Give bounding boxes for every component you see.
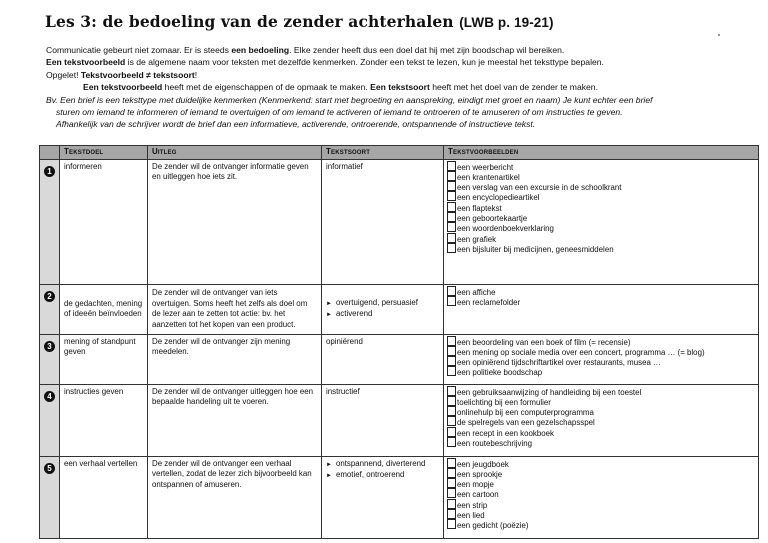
example-label: een cartoon [457, 490, 499, 500]
example-label: een weerbericht [457, 162, 514, 172]
example-label: een mopje [457, 480, 494, 490]
row-number-badge: 2 [44, 291, 55, 302]
uitleg-cell: De zender wil de ontvanger uitleggen hoe een bepaalde handeling uit te voeren. [148, 384, 322, 456]
intro-line-2 [46, 56, 746, 68]
example-item [447, 171, 755, 181]
checkbox[interactable] [447, 202, 456, 212]
example-item [447, 396, 755, 406]
checkbox[interactable] [447, 222, 456, 232]
intro-l4c: Een tekstsoort [370, 82, 430, 93]
example-label: een encyclopedieartikel [457, 193, 540, 203]
example-label: een opiniërend tijdschriftartikel over restaurants, musea … [457, 358, 661, 368]
checkbox[interactable] [447, 296, 456, 306]
tekstvoorbeelden-cell [444, 456, 759, 538]
tekstsoort-item [326, 309, 439, 321]
page-title [45, 12, 554, 31]
tekstsoort-item [326, 459, 439, 471]
example-item [447, 286, 755, 296]
intro-l1c: . Elke zender heeft dus een doel dat hij met zijn boodschap wil bereiken. [289, 45, 565, 55]
table-row [40, 159, 759, 284]
header-tekstsoort: Tekstsoort [322, 146, 444, 160]
example-item [447, 296, 755, 306]
example-label: een reclamefolder [457, 297, 521, 307]
header-blank [40, 146, 60, 160]
checkbox[interactable] [447, 396, 456, 406]
example-label: een gebruiksaanwijzing of handleiding bij een toestel [457, 387, 642, 397]
example-label: een affiche [457, 287, 496, 297]
example-label: een gedicht (poëzie) [457, 521, 529, 531]
example-item [447, 202, 755, 212]
intro-l4d: heeft met het doel van de zender te maken. [429, 82, 598, 93]
checkbox[interactable] [447, 406, 456, 416]
stray-mark [718, 34, 720, 36]
table-row [40, 456, 759, 538]
checkbox[interactable] [447, 437, 456, 447]
example-item [447, 161, 755, 171]
example-label: toelichting bij een formulier [457, 397, 551, 407]
tekstdoel-cell: een verhaal vertellen [60, 456, 148, 538]
intro-l3b: Tekstvoorbeeld ≠ tekstsoort [80, 69, 195, 80]
row-number-badge: 3 [44, 341, 55, 352]
example-item [447, 437, 755, 447]
checkbox[interactable] [447, 509, 456, 519]
intro-text [46, 44, 746, 131]
example-item [447, 356, 755, 366]
example-label: een grafiek [457, 234, 497, 244]
example-item [447, 386, 755, 396]
header-tekstdoel: Tekstdoel [60, 146, 148, 160]
example-item [447, 427, 755, 437]
uitleg-cell: De zender wil de ontvanger een verhaal vertellen, zodat de lezer zich bijvoorbeeld kan ontspannen of amuseren. [148, 456, 322, 538]
example-item [447, 222, 755, 232]
example-label: een flaptekst [457, 203, 502, 213]
tekstsoort-item [326, 470, 439, 482]
checkbox[interactable] [447, 488, 456, 498]
example-label: een woordenboekverklaring [457, 224, 554, 234]
intro-line-1 [46, 44, 746, 56]
bullet-triangle-icon: ► [326, 473, 332, 480]
checkbox[interactable] [447, 386, 456, 396]
example-label: een routebeschrijving [457, 439, 533, 449]
title-main: Les 3: de bedoeling van de zender achterhalen [45, 12, 454, 31]
tekstsoort-label: activerend [335, 309, 373, 319]
tekstvoorbeelden-cell [444, 334, 759, 384]
uitleg-cell: De zender wil de ontvanger van iets overtuigen. Soms heeft het zelfs als doel om de lezer aan te zetten tot actie: bv. het aanzetten tot het kopen van een product. [148, 284, 322, 334]
example-item [447, 499, 755, 509]
row-number-badge: 4 [44, 391, 55, 402]
row-number-badge: 5 [44, 463, 55, 474]
checkbox[interactable] [447, 478, 456, 488]
example-label: een jeugdboek [457, 459, 509, 469]
intro-line-6: sturen om iemand te informeren of iemand te overtuigen of om iemand te activeren of iemand te ontroeren of te amuseren of om instructies te geven. [56, 107, 623, 118]
example-item [447, 336, 755, 346]
checkbox[interactable] [447, 416, 456, 426]
example-label: een politieke boodschap [457, 368, 543, 378]
checkbox[interactable] [447, 286, 456, 296]
example-item [447, 212, 755, 222]
checkbox[interactable] [447, 243, 456, 253]
tekstsoort-cell [322, 384, 444, 456]
example-label: een strip [457, 500, 488, 510]
tekstsoort-cell [322, 284, 444, 334]
row-number-cell [40, 159, 60, 284]
tekstdoel-cell: mening of standpunt geven [60, 334, 148, 384]
intro-l4a: Een tekstvoorbeeld [83, 82, 163, 93]
row-number-cell [40, 334, 60, 384]
example-item [447, 416, 755, 426]
intro-l3c: ! [194, 69, 198, 80]
example-item [447, 458, 755, 468]
tekstsoort-cell [322, 159, 444, 284]
example-item [447, 243, 755, 253]
example-label: een recept in een kookboek [457, 428, 554, 438]
example-item [447, 346, 755, 356]
tekstsoort-item [326, 298, 439, 310]
example-label: onlinehulp bij een computerprogramma [457, 408, 594, 418]
tekstsoort-cell [322, 334, 444, 384]
intro-line-7: Afhankelijk van de schrijver wordt de brief dan een informatieve, activerende, ontroerende, ontspannende of instructieve tekst. [56, 119, 536, 130]
example-label: een mening op sociale media over een concert, programma … (= blog) [457, 347, 705, 357]
example-label: de spelregels van een gezelschapsspel [457, 418, 595, 428]
tekstsoort-label: ontspannend, diverterend [335, 458, 426, 468]
checkbox[interactable] [447, 161, 456, 171]
tekstvoorbeelden-cell [444, 159, 759, 284]
checkbox[interactable] [447, 212, 456, 222]
row-number-cell [40, 456, 60, 538]
example-item [447, 509, 755, 519]
checkbox[interactable] [447, 458, 456, 468]
example-label: een krantenartikel [457, 172, 520, 182]
example-item [447, 478, 755, 488]
header-tekstvoorbeelden: Tekstvoorbeelden [444, 146, 759, 160]
intro-line-3 [46, 69, 746, 81]
tekstdoel-cell: instructies geven [60, 384, 148, 456]
example-label: een verslag van een excursie in de schoolkrant [457, 183, 622, 193]
intro-l1a: Communicatie gebeurt niet zomaar. Er is steeds [46, 45, 232, 55]
tekstsoort-label: informatief [326, 161, 363, 171]
example-item [447, 191, 755, 201]
example-item [447, 366, 755, 376]
checkbox[interactable] [447, 519, 456, 529]
table-row [40, 384, 759, 456]
intro-line-4 [46, 81, 746, 93]
bullet-triangle-icon: ► [326, 312, 332, 319]
bullet-triangle-icon: ► [326, 300, 332, 307]
example-label: een sprookje [457, 469, 503, 479]
row-number-cell [40, 384, 60, 456]
tekstsoort-item [326, 387, 439, 398]
example-label: een geboortekaartje [457, 214, 528, 224]
tekstsoort-label: instructief [326, 386, 360, 396]
checkbox[interactable] [447, 427, 456, 437]
tekstsoort-item [326, 162, 439, 173]
bullet-triangle-icon: ► [326, 461, 332, 468]
checkbox[interactable] [447, 366, 456, 376]
example-item [447, 406, 755, 416]
table-row [40, 284, 759, 334]
uitleg-cell: De zender wil de ontvanger zijn mening meedelen. [148, 334, 322, 384]
checkbox[interactable] [447, 468, 456, 478]
tekstsoort-label: overtuigend, persuasief [335, 297, 418, 307]
checkbox[interactable] [447, 181, 456, 191]
text-purpose-table [39, 145, 759, 539]
title-reference: (LWB p. 19-21) [459, 15, 554, 30]
example-item [447, 233, 755, 243]
intro-l3a: Opgelet! [46, 69, 81, 80]
example-item [447, 468, 755, 478]
example-item [447, 181, 755, 191]
uitleg-cell: De zender wil de ontvanger informatie geven en uitleggen hoe iets zit. [148, 159, 322, 284]
tekstsoort-item [326, 337, 439, 348]
checkbox[interactable] [447, 233, 456, 243]
checkbox[interactable] [447, 499, 456, 509]
example-item [447, 488, 755, 498]
intro-l2a: Een tekstvoorbeeld [46, 57, 126, 68]
example-label: een bijsluiter bij medicijnen, geneesmiddelen [457, 244, 614, 254]
intro-l1b: een bedoeling [231, 45, 290, 55]
tekstsoort-label: opiniërend [326, 336, 363, 346]
row-number-badge: 1 [44, 166, 55, 177]
tekstvoorbeelden-cell [444, 384, 759, 456]
example-label: een beoordeling van een boek of film (= recensie) [457, 337, 631, 347]
example-label: een lied [457, 511, 485, 521]
table-row [40, 334, 759, 384]
checkbox[interactable] [447, 171, 456, 181]
intro-l4b: heeft met de eigenschappen of de opmaak te maken. [162, 82, 371, 93]
tekstvoorbeelden-cell [444, 284, 759, 334]
header-uitleg: Uitleg [148, 146, 322, 160]
tekstdoel-cell: informeren [60, 159, 148, 284]
row-number-cell [40, 284, 60, 334]
example-item [447, 519, 755, 529]
table-header-row [40, 146, 759, 160]
intro-line-5: Bv. Een brief is een teksttype met duidelijke kenmerken (Kenmerkend: start met begroeting en aanspreking, eindigt met groet en naam) Je kunt echter een brief [46, 94, 653, 105]
tekstdoel-cell: de gedachten, mening of ideeën beïnvloeden [60, 284, 148, 334]
tekstsoort-label: emotief, ontroerend [335, 470, 405, 480]
checkbox[interactable] [447, 191, 456, 201]
tekstsoort-cell [322, 456, 444, 538]
intro-l2b: is de algemene naam voor teksten met dezelfde kenmerken. Zonder een tekst te lezen, kun je meestal het teksttype bepalen. [125, 57, 604, 68]
checkbox[interactable] [447, 346, 456, 356]
checkbox[interactable] [447, 356, 456, 366]
checkbox[interactable] [447, 336, 456, 346]
